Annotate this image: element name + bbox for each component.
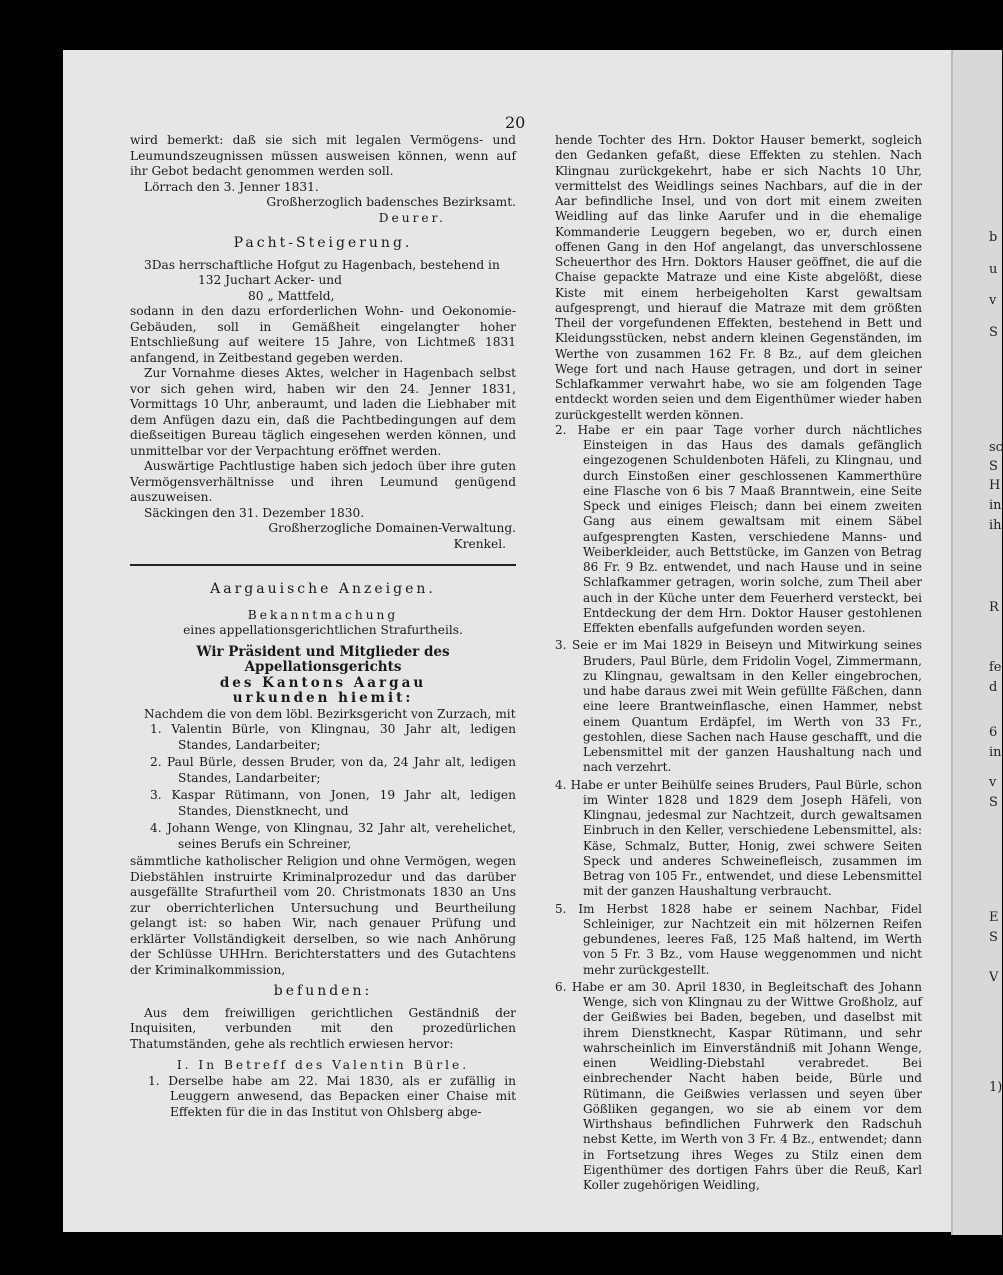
next-page-fragment: R xyxy=(989,600,999,615)
list-item: 1. Valentin Bürle, von Klingnau, 30 Jahr alt, ledigen Standes, Landarbeiter; xyxy=(150,722,517,752)
place-date: Säckingen den 31. Dezember 1830. xyxy=(144,505,365,520)
next-page-fragment: sc xyxy=(989,440,1003,455)
pacht-paragraph: Zur Vornahme dieses Aktes, welcher in Hagenbach selbst vor sich gehen wird, haben wir den 24. Jenner 1831, Vormittags 10 Uhr, anberaumt, und laden die Liebhaber mit dem Anfügen dazu ein, daß die Pachtbedingungen auf dem dießseitigen Bureau täglich eingesehen werden können, und unmittelbar vor der Verpachtung eröffnet werden. xyxy=(130,366,516,458)
pacht-paragraph: Auswärtige Pachtlustige haben sich jedoch über ihre guten Vermögensverhältnisse und ihren Leumund genügend auszuweisen. xyxy=(130,459,516,504)
next-page-fragment: E xyxy=(989,910,999,925)
list-item: 3. Seie er im Mai 1829 in Beiseyn und Mitwirkung seines Bruders, Paul Bürle, dem Fridolin Vogel, Zimmermann, zu Klingnau, gewaltsam in den Keller eingebrochen, und habe daraus zwei mit Wein gefüllte Fäßchen, dann eine leere Brantweinflasche, einen Hammer, nebst einem Quantum Erdäpfel, im Werth von 33 Fr., gestohlen, diese Sachen nach Hause geschafft, und die Lebensmittel mit der ganzen Haushaltung nach und nach verzehrt. xyxy=(555,638,922,775)
next-page-fragment: in xyxy=(989,498,1002,513)
pacht-line: 80 „ Mattfeld, xyxy=(248,288,335,303)
bekanntmachung-subheading: eines appellationsgerichtlichen Strafurtheils. xyxy=(183,623,463,637)
place-date: Lörrach den 3. Jenner 1831. xyxy=(144,179,319,194)
list-item: 4. Habe er unter Beihülfe seines Bruders, Paul Bürle, schon im Winter 1828 und 1829 dem Joseph Häfeli, von Klingnau, jedesmal zur Nachtzeit, durch gewaltsamen Einbruch in den Keller, verschiedene Lebensmittel, als: Käse, Schmalz, Butter, Honig, zwei schwere Seiten Speck und anderes Schweinefleisch, zusammen im Betrag von 105 Fr., entwendet, und diese Lebensmittel mit der ganzen Haushaltung verbraucht. xyxy=(555,777,922,899)
bekanntmachung-heading: Bekanntmachung xyxy=(247,607,399,622)
next-page-fragment: H xyxy=(989,478,1001,493)
next-page-fragment: v xyxy=(989,775,997,790)
nachdem-text: Nachdem die von dem löbl. Bezirksgericht von Zurzach, mit xyxy=(144,706,516,721)
signer: Krenkel. xyxy=(453,536,506,551)
list-item: 1. Derselbe habe am 22. Mai 1830, als er zufällig in Leuggern anwesend, das Bepacken einer Chaise mit Effekten für die in das Institut von Ohlsberg abge- xyxy=(148,1073,516,1119)
list-item: 3. Kaspar Rütimann, von Jonen, 19 Jahr alt, ledigen Standes, Dienstknecht, und xyxy=(150,788,516,818)
next-page-fragment: V xyxy=(989,970,999,985)
next-page-fragment: in xyxy=(989,745,1002,760)
continuation-text: hende Tochter des Hrn. Doktor Hauser bemerkt, sogleich den Gedanken gefaßt, diese Effekten zu stehlen. Nach Klingnau zurückgekehrt, habe er sich Nachts 10 Uhr, vermittelst des Weidlings seines Nachbars, auf die in der Aar befindliche Insel, und von dort mit einem zweiten Weidling auf das linke Aarufer und in die ehemalige Kommanderie Leuggern begeben, wo er, durch einen offenen Gang in den Hof angelangt, das unverschlossene Scheuerthor des Hrn. Doktors Hauser geöffnet, die auf die Chaise gepackte Matraze und eine Kiste abgelößt, diese Kiste mit einem herbeigeholten Karst gewaltsam aufgesprengt, und hierauf die Matraze mit dem größten Theil der vorgefundenen Effekten, bestehend in Bett und Kleidungsstücken, nebst andern kleinen Gegenständen, im Werthe von zusammen 162 Fr. 8 Bz., auf dem gleichen Wege fort und nach Hause getragen, und dort in seiner Schlafkammer verwahrt habe, wo sie am folgenden Tage entdeckt worden seien und dem Eigenthümer wieder haben zurückgestellt werden können. xyxy=(555,133,922,422)
befunden-heading: befunden: xyxy=(273,983,373,999)
list-item: 4. Johann Wenge, von Klingnau, 32 Jahr alt, verehelichet, seines Berufs ein Schreiner, xyxy=(150,821,516,851)
list-item: 6. Habe er am 30. April 1830, in Begleitschaft des Johann Wenge, sich von Klingnau zu der Wittwe Großholz, auf der Geißwies bei Baden, begeben, und daselbst mit ihrem Dienstknecht, Kaspar Rütimann, und sehr wahrscheinlich im Einverständniß mit Johann Wenge, einen Weidling-Diebstahl verabredet. Bei einbrechender Nacht haben beide, Bürle und Rütimann, die Geißwies verlassen und seyen über Gößliken gegangen, wo sie ab einem vor dem Wirthshaus befindlichen Fuhrwerk den Radschuh nebst Kette, im Werth von 3 Fr. 4 Bz., entwendet; dann in Fortsetzung ihres Weges zu Stilz einen dem Eigenthümer des dortigen Fahrs über die Reuß, Karl Koller zugehörigen Weidling, xyxy=(555,979,922,1192)
court-heading: urkunden hiemit: xyxy=(232,690,414,706)
section-title: Aargauische Anzeigen. xyxy=(210,581,436,597)
right-column xyxy=(555,133,922,1195)
next-page-fragment: fe xyxy=(989,660,1002,675)
list-item: 5. Im Herbst 1828 habe er seinem Nachbar, Fidel Schleiniger, zur Nachtzeit ein mit hölzernen Reifen gebundenes, leeres Faß, 125 Maß haltend, im Werth von 5 Fr. 3 Bz., vom Hause weggenommen und nicht mehr zurückgestellt. xyxy=(555,901,922,977)
list-item: 2. Paul Bürle, dessen Bruder, von da, 24 Jahr alt, ledigen Standes, Landarbeiter; xyxy=(150,755,516,785)
aus-dem-text: Aus dem freiwilligen gerichtlichen Geständniß der Inquisiten, verbunden mit den prozedürlichen Thatumständen, gehe als rechtlich erwiesen hervor: xyxy=(130,1005,516,1051)
next-page-fragment: u xyxy=(989,262,998,277)
list-item: 2. Habe er ein paar Tage vorher durch nächtliches Einsteigen in das Haus des damals gefänglich eingezogenen Schuldenboten Häfeli, zu Klingnau, und durch Einstoßen einer geschlossenen Kammerthüre eine Flasche von 6 bis 7 Maaß Branntwein, eine Seite Speck und einiges Fleisch; dann bei einem zweiten Gang aus einem gewaltsam mit einem Säbel aufgesprengten Kasten, verschiedene Manns- und Weiberkleider, auch Bettstücke, im Ganzen von Betrag 86 Fr. 9 Bz. entwendet, und nach Hause und in seine Schlafkammer getragen, worin solche, zum Theil aber auch in der Küche unter dem Feuerherd versteckt, bei Entdeckung der dem Hrn. Doktor Hauser gestohlenen Effekten ebenfalls aufgefunden worden seyen. xyxy=(555,422,922,635)
next-page-fragment: S xyxy=(989,459,998,474)
heading-pacht: Pacht-Steigerung. xyxy=(233,235,413,251)
page-number: 20 xyxy=(505,113,526,132)
next-page-fragment: ih xyxy=(989,518,1002,533)
next-page-fragment: d xyxy=(989,680,998,695)
pacht-line: 3Das herrschaftliche Hofgut zu Hagenbach, bestehend in xyxy=(144,257,500,272)
saemmtliche-text: sämmtliche katholischer Religion und ohne Vermögen, wegen Diebstählen instruirte Kriminalprozedur und das darüber ausgefällte Strafurtheil vom 20. Christmonats 1830 an Uns zur oberrichterlichen Untersuchung und Beurtheilung gelangt ist: so haben Wir, nach genauer Prüfung und erklärter Vollständigkeit derselben, so wie nach Anhörung der Schlüsse UHHrn. Berichterstatters und des Gutachtens der Kriminalkommission, xyxy=(130,854,516,977)
accused-list xyxy=(130,722,516,852)
section-divider xyxy=(130,564,516,566)
next-page-fragment: 6 xyxy=(989,725,998,740)
court-heading: Wir Präsident und Mitglieder des Appellationsgerichts xyxy=(196,643,450,675)
pacht-body: sodann in den dazu erforderlichen Wohn- und Oekonomie-Gebäuden, soll in Gemäßheit eingelangter hoher Entschließung auf weitere 15 Jahre, von Lichtmeß 1831 anfangend, in Zeitbestand gegeben werden. xyxy=(130,304,516,365)
next-page-fragment: S xyxy=(989,930,998,945)
authority: Großherzogliche Domainen-Verwaltung. xyxy=(268,521,516,535)
next-page-fragment: v xyxy=(989,293,997,308)
intro-text: wird bemerkt: daß sie sich mit legalen Vermögens- und Leumundszeugnissen müssen ausweisen können, wenn auf ihr Gebot bedacht genommen werden soll. xyxy=(130,133,516,178)
next-page-fragment: S xyxy=(989,795,998,810)
betreff-heading: I. In Betreff des Valentin Bürle. xyxy=(176,1058,470,1072)
next-page-fragment: 1) xyxy=(989,1080,1003,1095)
next-page-fragment: b xyxy=(989,230,998,245)
adjacent-page-edge xyxy=(951,50,1002,1235)
signer: Deurer. xyxy=(378,210,446,225)
court-heading: des Kantons Aargau xyxy=(219,674,427,691)
next-page-fragment: S xyxy=(989,325,998,340)
pacht-line: 132 Juchart Acker- und xyxy=(198,273,342,287)
left-column xyxy=(130,133,516,1122)
authority: Großherzoglich badensches Bezirksamt. xyxy=(266,195,516,209)
